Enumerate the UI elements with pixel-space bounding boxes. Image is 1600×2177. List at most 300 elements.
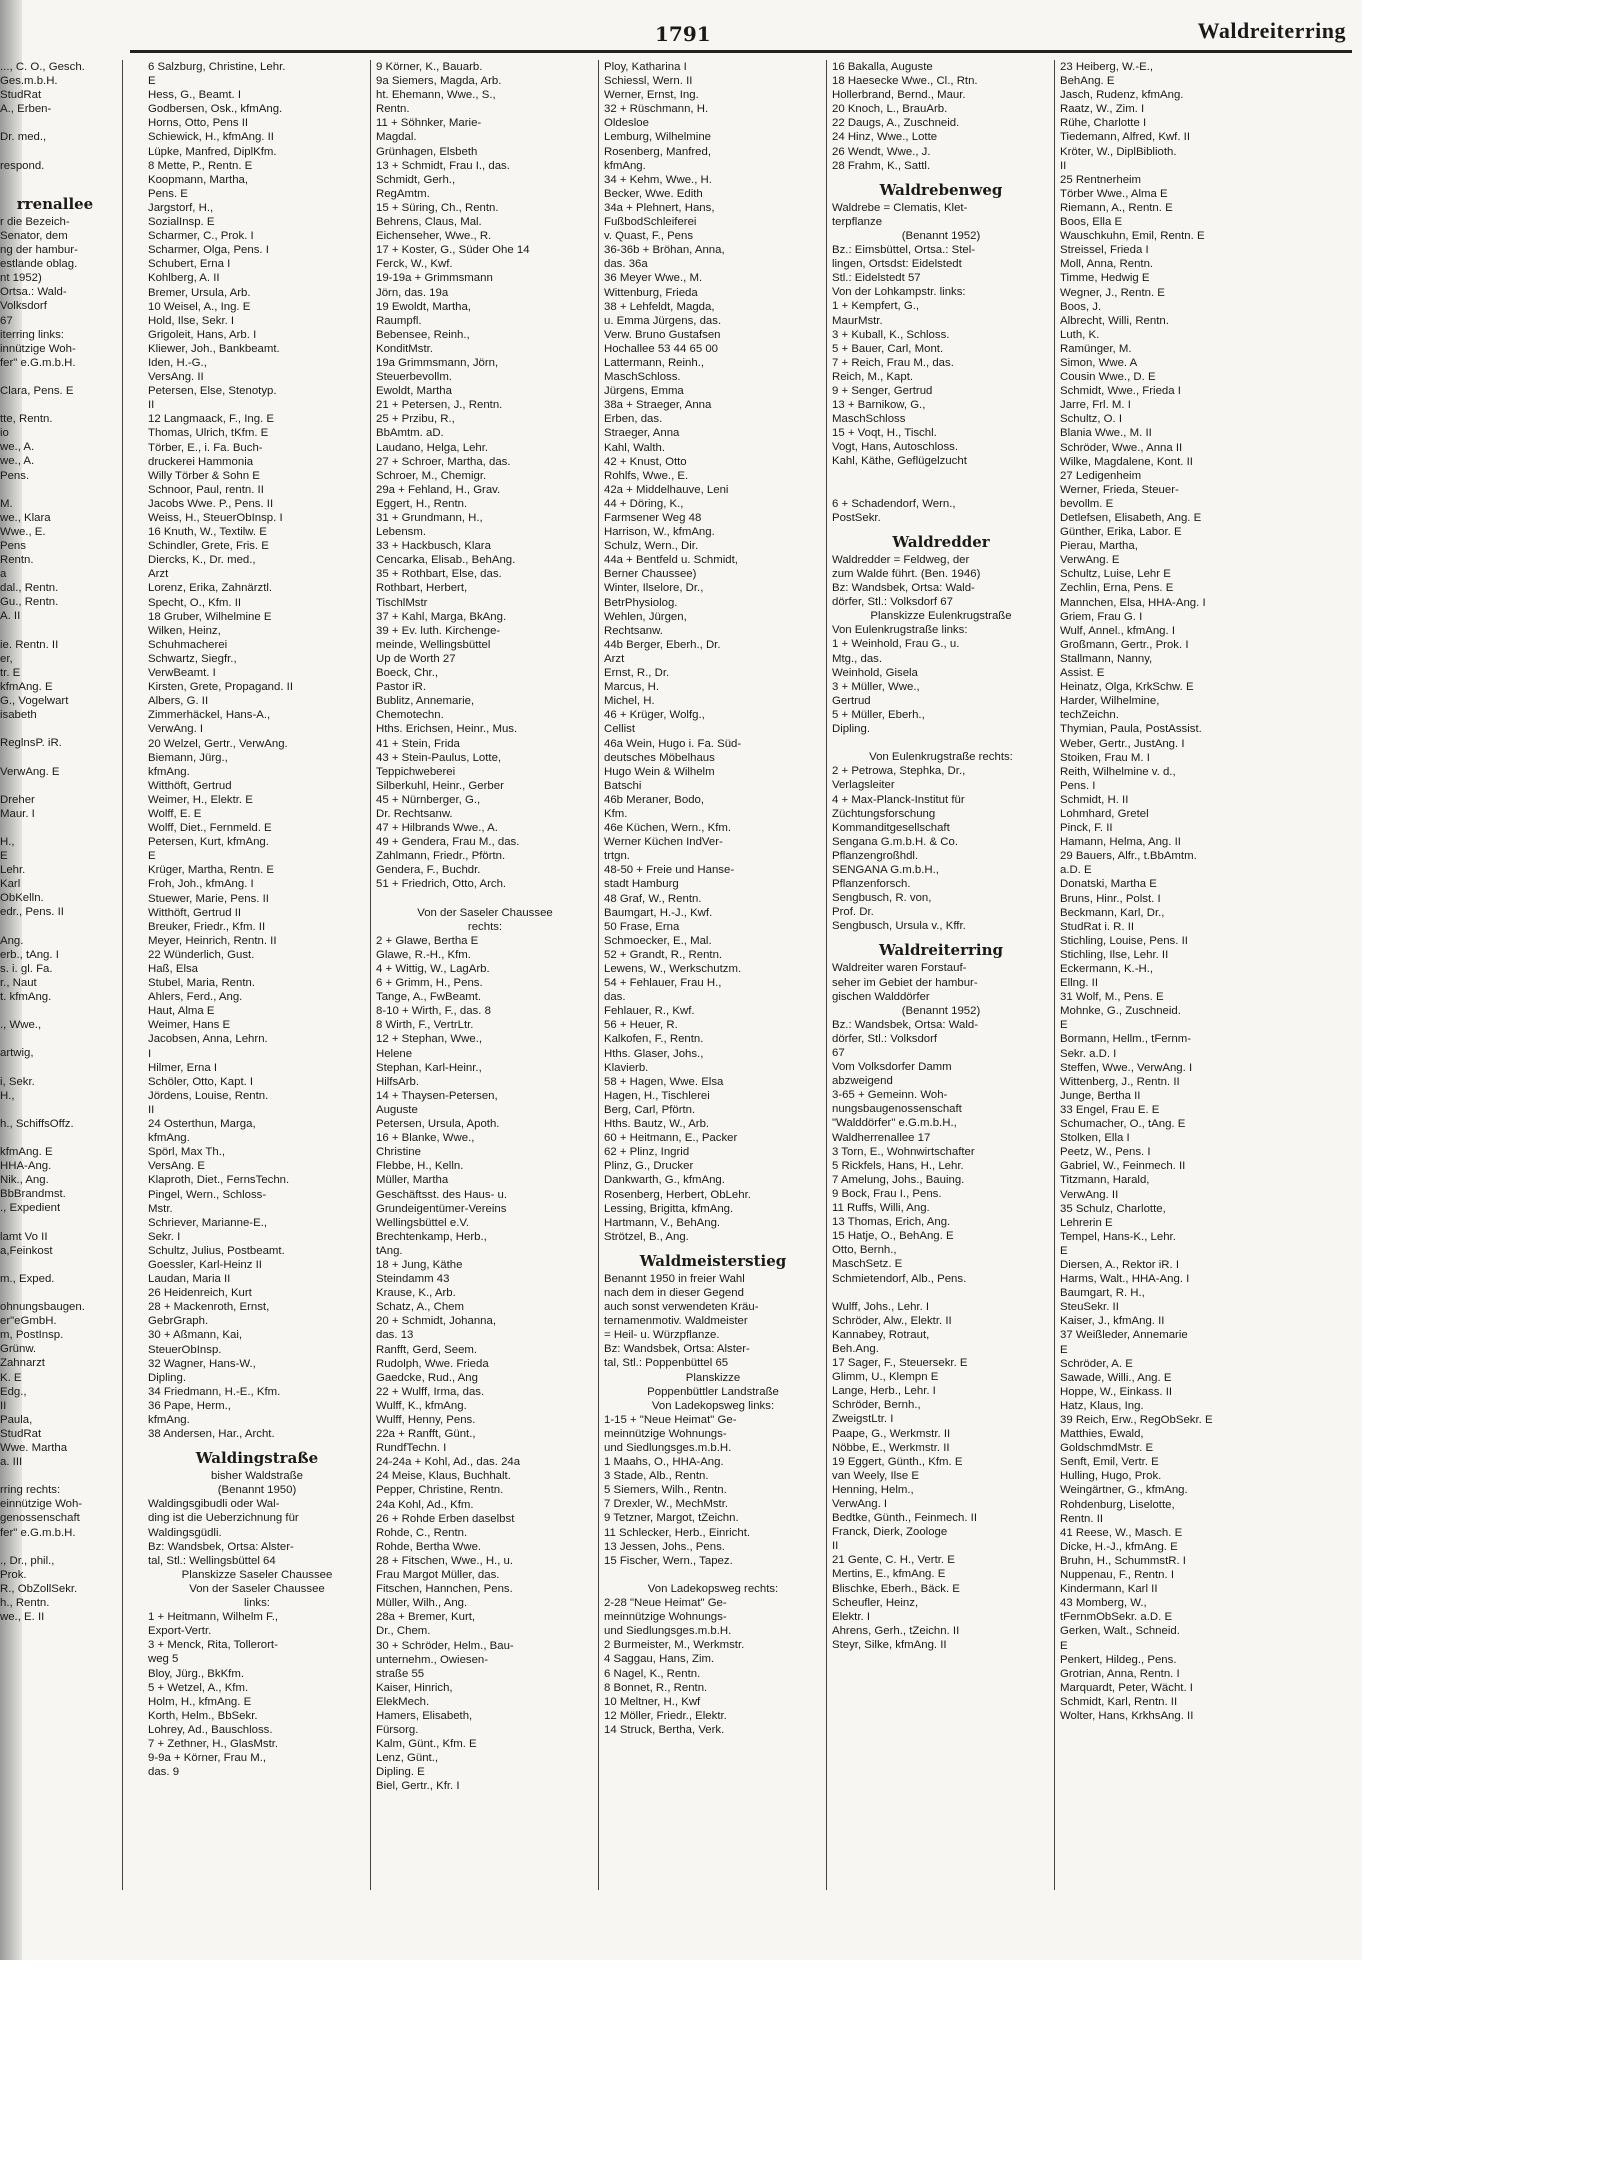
- directory-entry: abzweigend: [832, 1075, 893, 1088]
- directory-entry: Boos, J.: [1060, 300, 1102, 313]
- directory-entry: Hagen, H., Tischlerei: [604, 1089, 710, 1102]
- directory-entry: Lattermann, Reinh.,: [604, 356, 705, 369]
- directory-entry: Reich, M., Kapt.: [832, 370, 914, 383]
- directory-entry: 1 + Weinhold, Frau G., u.: [832, 638, 960, 651]
- directory-entry: Vogt, Hans, Autoschloss.: [832, 441, 959, 454]
- directory-entry: v. Quast, F., Pens: [604, 230, 694, 243]
- directory-entry: 58 + Hagen, Wwe. Elsa: [604, 1075, 724, 1088]
- directory-entry: u. Emma Jürgens, das.: [604, 314, 722, 327]
- directory-entry: Hess, G., Beamt. I: [148, 89, 242, 102]
- directory-entry: 26 Wendt, Wwe., J.: [832, 145, 931, 158]
- directory-entry: Hold, Ilse, Sekr. I: [148, 314, 235, 327]
- directory-entry: Schiessl, Wern. II: [604, 75, 693, 88]
- directory-entry: II: [148, 399, 155, 412]
- directory-entry: Waldreiter waren Forstauf-: [832, 962, 967, 975]
- directory-entry: Schmidt, Wwe., Frieda I: [1060, 385, 1181, 398]
- directory-entry: Schubert, Erna I: [148, 258, 231, 271]
- directory-entry: 18 + Jung, Käthe: [376, 1258, 463, 1271]
- directory-entry: [0, 145, 110, 159]
- directory-entry: H.,: [0, 1089, 15, 1102]
- directory-entry: Weimer, Hans E: [148, 1019, 231, 1032]
- directory-entry: 4 + Wittig, W., LagArb.: [376, 963, 490, 975]
- directory-entry: [0, 370, 110, 384]
- directory-entry: VersAng. II: [148, 371, 204, 384]
- directory-entry: 41 + Stein, Frida: [376, 737, 460, 750]
- directory-entry: Steuerbevollm.: [376, 371, 452, 384]
- directory-entry: RundfTechn. I: [376, 1442, 447, 1455]
- directory-entry: 20 + Schmidt, Johanna,: [376, 1315, 496, 1328]
- directory-entry: [0, 398, 110, 412]
- directory-entry: Stichling, Louise, Pens. II: [1060, 934, 1188, 947]
- directory-entry: E: [0, 850, 8, 863]
- directory-entry: 35 Schulz, Charlotte,: [1060, 1202, 1166, 1215]
- directory-entry: HHA-Ang.: [0, 1160, 52, 1173]
- directory-entry: 44 + Döring, K.,: [604, 497, 684, 510]
- directory-entry: ht. Ehemann, Wwe., S.,: [376, 89, 496, 102]
- directory-entry: 3 + Kuball, K., Schloss.: [832, 328, 950, 341]
- directory-entry: [0, 920, 110, 934]
- directory-entry: Diercks, K., Dr. med.,: [148, 554, 256, 567]
- directory-entry: Kaiser, J., kfmAng. II: [1060, 1315, 1165, 1328]
- directory-entry: 8-10 + Wirth, F., das. 8: [376, 1005, 491, 1018]
- directory-entry: VerwAng. I: [148, 723, 204, 736]
- directory-entry: Mtg., das.: [832, 652, 883, 665]
- directory-entry: kfmAng.: [148, 765, 190, 778]
- directory-entry: 9 + Senger, Gertrud: [832, 384, 933, 397]
- directory-entry: Bz.: Eimsbüttel, Ortsa.: Stel-: [832, 244, 976, 257]
- directory-entry: Dr. Rechtsanw.: [376, 807, 453, 820]
- directory-entry: Penkert, Hildeg., Pens.: [1060, 1653, 1177, 1666]
- directory-entry: Gabriel, W., Feinmech. II: [1060, 1160, 1186, 1173]
- directory-entry: Rühe, Charlotte I: [1060, 117, 1147, 130]
- directory-entry: Arzt: [148, 568, 169, 581]
- directory-entry: 46b Meraner, Bodo,: [604, 793, 705, 806]
- directory-entry: Baumgart, R. H.,: [1060, 1287, 1145, 1300]
- column-4: [832, 60, 1050, 1652]
- directory-entry: terpflanze: [832, 215, 883, 228]
- directory-entry: Timme, Hedwig E: [1060, 272, 1150, 285]
- directory-entry: Raatz, W., Zim. I: [1060, 103, 1145, 116]
- directory-entry: Stallmann, Nanny,: [1060, 652, 1153, 665]
- directory-entry: ElekMech.: [376, 1695, 430, 1708]
- street-heading: Waldrebenweg: [879, 180, 1003, 199]
- directory-entry: Winter, Ilselore, Dr.,: [604, 582, 704, 595]
- directory-entry: 15 Fischer, Wern., Tapez.: [604, 1554, 733, 1567]
- directory-entry: Biemann, Jürg.,: [148, 751, 228, 764]
- directory-entry: 8 Wirth, F., VertrLtr.: [376, 1019, 474, 1032]
- directory-entry: BetrPhysiolog.: [604, 596, 678, 609]
- directory-entry: 32 + Rüschmann, H.: [604, 103, 709, 116]
- directory-entry: VerwAng. E: [0, 765, 60, 778]
- directory-entry: Grotrian, Anna, Rentn. I: [1060, 1667, 1180, 1680]
- directory-entry: Hochallee 53 44 65 00: [604, 342, 718, 355]
- directory-entry: 45 + Nürnberger, G.,: [376, 793, 481, 806]
- directory-entry: ., Wwe.,: [0, 1019, 42, 1032]
- directory-entry: Thymian, Paula, PostAssist.: [1060, 723, 1202, 736]
- directory-entry: Wilke, Magdalene, Kont. II: [1060, 455, 1193, 468]
- directory-entry: [0, 1103, 110, 1117]
- directory-entry: Dreher: [0, 793, 35, 806]
- directory-entry: VerwAng. I: [832, 1498, 888, 1510]
- directory-entry: 28 + Mackenroth, Ernst,: [148, 1301, 270, 1314]
- directory-entry: HilfsArb.: [376, 1075, 420, 1088]
- directory-entry: Wittenberg, J., Rentn. II: [1060, 1075, 1180, 1088]
- directory-entry: 31 Wolf, M., Pens. E: [1060, 991, 1164, 1004]
- directory-entry: 1 Maahs, O., HHA-Ang.: [604, 1456, 724, 1469]
- directory-entry: Günther, Erika, Labor. E: [1060, 526, 1182, 539]
- directory-entry: [0, 1032, 110, 1046]
- header-rule: [130, 50, 1352, 53]
- directory-entry: Gu., Rentn.: [0, 596, 59, 609]
- directory-entry: gischen Walddörfer: [832, 990, 930, 1003]
- directory-entry: 38 Andersen, Har., Archt.: [148, 1428, 275, 1441]
- directory-entry: Tiedemann, Alfred, Kwf. II: [1060, 131, 1190, 144]
- directory-entry: Müller, Wilh., Ang.: [376, 1597, 468, 1610]
- directory-entry: 43 Momberg, W.,: [1060, 1597, 1147, 1610]
- directory-entry: Jargstorf, H.,: [148, 201, 214, 214]
- directory-entry: innützige Woh-: [0, 342, 76, 355]
- directory-entry: Mannchen, Elsa, HHA-Ang. I: [1060, 596, 1206, 609]
- directory-entry: Jasch, Rudenz, kfmAng.: [1060, 89, 1184, 102]
- column-divider: [1054, 60, 1055, 1890]
- directory-entry: Christine: [376, 1146, 421, 1159]
- directory-entry: [0, 1060, 110, 1074]
- directory-entry: we., A.: [0, 441, 35, 454]
- directory-entry: dal., Rentn.: [0, 582, 59, 595]
- directory-entry: 36 Pape, Herm.,: [148, 1399, 231, 1412]
- directory-entry: Biel, Gertr., Kfr. I: [376, 1780, 460, 1793]
- directory-entry: weg 5: [148, 1653, 179, 1666]
- directory-entry: Goessler, Karl-Heinz II: [148, 1258, 262, 1271]
- directory-entry: Verw. Bruno Gustafsen: [604, 328, 721, 341]
- directory-entry: unternehm., Owiesen-: [376, 1653, 489, 1666]
- directory-entry: Grigoleit, Hans, Arb. I: [148, 328, 257, 341]
- directory-entry: 37 + Kahl, Marga, BkAng.: [376, 610, 507, 623]
- directory-entry: Magdal.: [376, 131, 417, 144]
- directory-entry: 33 Engel, Frau E. E: [1060, 1103, 1160, 1116]
- directory-entry: 19 Eggert, Günth., Kfm. E: [832, 1455, 963, 1468]
- directory-entry: Jarre, Frl. M. I: [1060, 399, 1131, 412]
- directory-entry: Dankwarth, G., kfmAng.: [604, 1174, 725, 1187]
- directory-entry: 2-28 "Neue Heimat" Ge-: [604, 1597, 727, 1610]
- directory-entry: Kahl, Käthe, Geflügelzucht: [832, 455, 967, 468]
- directory-entry: [832, 1286, 1050, 1300]
- directory-entry: BehAng. E: [1060, 75, 1115, 88]
- directory-entry: Senator, dem: [0, 229, 68, 242]
- directory-entry: Kaiser, Hinrich,: [376, 1681, 453, 1694]
- directory-entry: 28a + Bremer, Kurt,: [376, 1611, 476, 1624]
- directory-entry: lamt Vo II: [0, 1230, 48, 1243]
- directory-entry: meinnützige Wohnungs-: [604, 1611, 727, 1624]
- directory-entry: 37 Weißleder, Annemarie: [1060, 1329, 1188, 1342]
- directory-entry: Holm, H., kfmAng. E: [148, 1695, 252, 1708]
- directory-entry: kfmAng. E: [0, 1146, 53, 1159]
- directory-entry: 24 Meise, Klaus, Buchhalt.: [376, 1470, 511, 1483]
- directory-entry: Sengbusch, Ursula v., Kffr.: [832, 920, 966, 933]
- directory-entry: Boeck, Chr.,: [376, 667, 439, 680]
- directory-entry: VersAng. E: [148, 1160, 205, 1173]
- directory-entry: Kliewer, Joh., Bankbeamt.: [148, 342, 280, 355]
- directory-entry: Assist. E: [1060, 667, 1105, 680]
- directory-entry: 8 Mette, P., Rentn. E: [148, 159, 253, 172]
- directory-entry: 47 + Hilbrands Wwe., A.: [376, 822, 498, 835]
- directory-entry: 67: [0, 314, 13, 327]
- directory-entry: erb., tAng. I: [0, 948, 59, 961]
- directory-entry: 38 + Lehfeldt, Magda,: [604, 300, 715, 313]
- column-0: [0, 60, 110, 1624]
- directory-entry: Scheufler, Heinz,: [832, 1596, 919, 1609]
- directory-entry: Blania Wwe., M. II: [1060, 427, 1152, 440]
- directory-entry: Kfm.: [604, 807, 628, 820]
- directory-entry: Titzmann, Harald,: [1060, 1174, 1150, 1187]
- directory-entry: Bebensee, Reinh.,: [376, 328, 470, 341]
- directory-entry: 48 Graf, W., Rentn.: [604, 892, 702, 905]
- directory-entry: Dicke, H.-J., kfmAng. E: [1060, 1540, 1178, 1553]
- directory-entry: seher im Gebiet der hambur-: [832, 976, 978, 989]
- directory-entry: ., Expedient: [0, 1202, 61, 1215]
- directory-entry: 41 Reese, W., Masch. E: [1060, 1526, 1183, 1539]
- section-note: (Benannt 1950): [217, 1484, 297, 1497]
- directory-entry: Zahlmann, Friedr., Pförtn.: [376, 850, 506, 863]
- directory-entry: Schröder, A. E: [1060, 1357, 1133, 1370]
- directory-entry: II: [832, 1540, 839, 1553]
- directory-entry: 51 + Friedrich, Otto, Arch.: [376, 878, 507, 891]
- directory-entry: 46e Küchen, Wern., Kfm.: [604, 822, 732, 835]
- street-heading: Waldingstraße: [195, 1449, 319, 1468]
- directory-entry: Schriever, Marianne-E.,: [148, 1216, 268, 1229]
- directory-entry: 18 Haesecke Wwe., Cl., Rtn.: [832, 75, 978, 88]
- directory-entry: SteuerObInsp.: [148, 1343, 222, 1356]
- directory-entry: 9 Körner, K., Bauarb.: [376, 61, 483, 73]
- directory-entry: 30 + Schröder, Helm., Bau-: [376, 1639, 514, 1652]
- page-number: 1791: [655, 22, 711, 46]
- directory-entry: Cousin Wwe., D. E: [1060, 371, 1156, 384]
- directory-entry: Boos, Ella E: [1060, 216, 1123, 229]
- directory-entry: 12 + Stephan, Wwe.,: [376, 1033, 483, 1046]
- directory-entry: kfmAng. E: [0, 680, 53, 693]
- directory-entry: Simon, Wwe. A: [1060, 356, 1138, 369]
- directory-entry: Bloy, Jürg., BkKfm.: [148, 1667, 245, 1680]
- directory-entry: Matthies, Ewald,: [1060, 1428, 1144, 1441]
- directory-entry: 27 + Schroer, Martha, das.: [376, 455, 511, 468]
- directory-entry: Volksdorf: [0, 300, 47, 313]
- directory-entry: 67: [832, 1047, 845, 1059]
- directory-entry: Flebbe, H., Kelln.: [376, 1160, 464, 1173]
- directory-entry: Weimer, H., Elektr. E: [148, 793, 253, 806]
- directory-entry: VerwBeamt. I: [148, 667, 216, 680]
- directory-entry: Diersen, A., Rektor iR. I: [1060, 1258, 1180, 1271]
- directory-entry: 9-9a + Körner, Frau M.,: [148, 1752, 267, 1765]
- directory-entry: 5 + Wetzel, A., Kfm.: [148, 1681, 249, 1694]
- directory-entry: 13 Thomas, Erich, Ang.: [832, 1216, 951, 1229]
- directory-entry: 2 + Petrowa, Stephka, Dr.,: [832, 765, 966, 778]
- directory-entry: Wellingsbüttel e.V.: [376, 1216, 470, 1229]
- directory-entry: Becker, Wwe. Edith: [604, 187, 703, 200]
- column-divider: [370, 60, 371, 1890]
- directory-entry: 5 Rickfels, Hans, H., Lehr.: [832, 1159, 964, 1172]
- directory-entry: t. kfmAng.: [0, 991, 52, 1003]
- directory-entry: Fürsorg.: [376, 1724, 419, 1737]
- directory-entry: Klaproth, Diet., FernsTechn.: [148, 1174, 290, 1187]
- directory-entry: Godbersen, Osk., kfmAng.: [148, 103, 283, 116]
- directory-entry: [376, 892, 594, 906]
- directory-entry: Harder, Wilhelmine,: [1060, 695, 1160, 708]
- directory-entry: II: [1060, 159, 1067, 172]
- directory-entry: tFernmObSekr. a.D. E: [1060, 1611, 1173, 1624]
- directory-entry: Eggert, H., Rentn.: [376, 497, 468, 510]
- directory-entry: Hoppe, W., Einkass. II: [1060, 1385, 1173, 1398]
- directory-entry: Hatz, Klaus, Ing.: [1060, 1399, 1144, 1412]
- directory-entry: das. 36a: [604, 258, 648, 271]
- directory-entry: Baumgart, H.-J., Kwf.: [604, 906, 713, 919]
- directory-entry: das. 13: [376, 1329, 414, 1342]
- directory-entry: 15 + Voqt, H., Tischl.: [832, 427, 937, 440]
- street-heading: rrenallee: [16, 194, 94, 213]
- directory-entry: Cellist: [604, 723, 636, 736]
- directory-entry: Hugo Wein & Wilhelm: [604, 765, 715, 778]
- directory-entry: a.D. E: [1060, 864, 1092, 877]
- directory-entry: Elektr. I: [832, 1610, 870, 1623]
- directory-entry: 7 Drexler, W., MechMstr.: [604, 1498, 729, 1511]
- directory-entry: 44b Berger, Eberh., Dr.: [604, 638, 721, 651]
- directory-entry: K. E: [0, 1371, 22, 1384]
- directory-entry: 10 Meltner, H., Kwf: [604, 1695, 701, 1708]
- directory-entry: estlande oblag.: [0, 258, 78, 271]
- directory-entry: Pinck, F. II: [1060, 822, 1113, 835]
- directory-entry: Rosenberg, Manfred,: [604, 145, 712, 158]
- directory-entry: Zechlin, Erna, Pens. E: [1060, 582, 1174, 595]
- directory-entry: Spörl, Max Th.,: [148, 1146, 226, 1159]
- directory-entry: 44a + Bentfeld u. Schmidt,: [604, 554, 738, 567]
- directory-entry: Paape, G., Werkmstr. II: [832, 1427, 951, 1440]
- directory-entry: Hilmer, Erna I: [148, 1061, 217, 1074]
- directory-entry: Rohde, Bertha Wwe.: [376, 1540, 482, 1553]
- directory-entry: E: [1060, 1244, 1068, 1257]
- directory-entry: Eichenseher, Wwe., R.: [376, 230, 492, 243]
- section-note: Von der Saseler Chaussee: [189, 1582, 325, 1595]
- directory-entry: Mohnke, G., Zuschneid.: [1060, 1005, 1181, 1018]
- directory-entry: Junge, Bertha II: [1060, 1089, 1141, 1102]
- directory-entry: Detlefsen, Elisabeth, Ang. E: [1060, 512, 1202, 524]
- directory-entry: Schultz, O. I: [1060, 413, 1123, 426]
- directory-entry: Schmoecker, E., Mal.: [604, 934, 712, 947]
- directory-entry: Waldherrenallee 17: [832, 1131, 931, 1144]
- section-note: links:: [244, 1597, 270, 1610]
- directory-entry: Nik., Ang.: [0, 1174, 49, 1187]
- directory-entry: Albers, G. II: [148, 695, 209, 708]
- directory-entry: das. 9: [148, 1766, 180, 1779]
- directory-entry: [0, 173, 110, 187]
- directory-entry: 6 + Schadendorf, Wern.,: [832, 497, 956, 510]
- directory-entry: Schröder, Alw., Elektr. II: [832, 1314, 952, 1327]
- directory-entry: Rudolph, Wwe. Frieda: [376, 1357, 489, 1370]
- directory-entry: einnützige Woh-: [0, 1498, 83, 1511]
- directory-entry: Beh.Ang.: [832, 1342, 879, 1355]
- directory-entry: 21 Gente, C. H., Vertr. E: [832, 1554, 955, 1567]
- directory-entry: 60 + Heitmann, E., Packer: [604, 1132, 738, 1145]
- directory-entry: GoldschmdMstr. E: [1060, 1442, 1154, 1455]
- directory-entry: Strötzel, B., Ang.: [604, 1230, 689, 1243]
- directory-entry: Grünhagen, Elsbeth: [376, 145, 478, 158]
- directory-entry: Stephan, Karl-Heinr.,: [376, 1061, 482, 1074]
- directory-entry: Riemann, A., Rentn. E: [1060, 201, 1173, 214]
- directory-entry: Jacobsen, Anna, Lehrn.: [148, 1033, 268, 1046]
- directory-entry: Meyer, Heinrich, Rentn. II: [148, 934, 277, 947]
- directory-entry: 18 Gruber, Wilhelmine E: [148, 610, 272, 623]
- directory-entry: Blischke, Eberh., Bäck. E: [832, 1582, 960, 1595]
- directory-entry: Schindler, Grete, Fris. E: [148, 540, 269, 553]
- directory-entry: 32 Wagner, Hans-W.,: [148, 1357, 256, 1370]
- directory-entry: Rohlfs, Wwe., E.: [604, 469, 689, 482]
- directory-entry: Fehlauer, R., Kwf.: [604, 1005, 695, 1018]
- directory-entry: Schultz, Luise, Lehr E: [1060, 568, 1171, 581]
- directory-entry: 56 + Heuer, R.: [604, 1019, 678, 1032]
- directory-entry: auch sonst verwendeten Kräu-: [604, 1301, 759, 1314]
- directory-entry: [0, 116, 110, 130]
- directory-entry: 1-15 + "Neue Heimat" Ge-: [604, 1413, 737, 1426]
- directory-entry: 28 Frahm, K., Sattl.: [832, 159, 931, 172]
- directory-entry: 16 Bakalla, Auguste: [832, 61, 933, 73]
- directory-entry: Gendera, F., Buchdr.: [376, 864, 481, 877]
- directory-entry: 14 Struck, Bertha, Verk.: [604, 1723, 725, 1736]
- directory-entry: Fitschen, Hannchen, Pens.: [376, 1583, 513, 1596]
- directory-entry: Dipling. E: [376, 1766, 425, 1779]
- directory-entry: Silberkuhl, Heinr., Gerber: [376, 779, 504, 792]
- directory-entry: 22 Daugs, A., Zuschneid.: [832, 117, 960, 130]
- directory-entry: Prok.: [0, 1568, 27, 1581]
- directory-entry: 16 Knuth, W., Textilw. E: [148, 526, 267, 539]
- directory-entry: Stolken, Ella I: [1060, 1132, 1130, 1145]
- directory-entry: i, Sekr.: [0, 1075, 35, 1088]
- directory-entry: Törber Wwe., Alma E: [1060, 187, 1168, 200]
- directory-entry: 22a + Ranfft, Günt.,: [376, 1428, 476, 1441]
- directory-entry: 7 Amelung, Johs., Bauing.: [832, 1173, 965, 1186]
- directory-entry: Hths. Bautz, W., Arb.: [604, 1118, 710, 1131]
- directory-entry: 24a Kohl, Ad., Kfm.: [376, 1498, 474, 1511]
- directory-entry: 9a Siemers, Magda, Arb.: [376, 75, 502, 88]
- directory-entry: SENGANA G.m.b.H.,: [832, 863, 939, 876]
- directory-entry: E: [148, 850, 156, 863]
- directory-entry: stadt Hamburg: [604, 878, 679, 891]
- directory-entry: Hths. Glaser, Johs.,: [604, 1047, 704, 1060]
- directory-entry: Lehr.: [0, 864, 26, 877]
- directory-entry: SozialInsp. E: [148, 216, 215, 229]
- section-note: Planskizze Eulenkrugstraße: [870, 610, 1012, 623]
- directory-entry: Hamann, Helma, Ang. II: [1060, 836, 1181, 849]
- directory-entry: Glimm, U., Klempn E: [832, 1371, 939, 1384]
- directory-entry: Reith, Wilhelmine v. d.,: [1060, 765, 1176, 778]
- directory-entry: 5 + Bauer, Carl, Mont.: [832, 342, 944, 355]
- directory-entry: Scharmer, C., Prok. I: [148, 230, 254, 243]
- street-heading: Waldreiterring: [879, 941, 1003, 960]
- directory-entry: Pflanzenforsch.: [832, 878, 911, 891]
- directory-entry: Tempel, Hans-K., Lehr.: [1060, 1230, 1176, 1243]
- directory-entry: [832, 469, 1050, 483]
- directory-entry: Export-Vertr.: [148, 1625, 212, 1638]
- directory-entry: Albrecht, Willi, Rentn.: [1060, 314, 1169, 327]
- directory-entry: Senft, Emil, Vertr. E: [1060, 1456, 1159, 1469]
- directory-entry: Hulling, Hugo, Prok.: [1060, 1470, 1162, 1483]
- directory-entry: [0, 1004, 110, 1018]
- directory-entry: Schnoor, Paul, rentn. II: [148, 483, 264, 496]
- directory-entry: meinde, Wellingsbüttel: [376, 638, 491, 651]
- directory-entry: 19a Grimmsmann, Jörn,: [376, 356, 499, 369]
- directory-entry: 34a + Plehnert, Hans,: [604, 201, 715, 214]
- directory-entry: 46a Wein, Hugo i. Fa. Süd-: [604, 737, 742, 750]
- directory-entry: Ferck, W., Kwf.: [376, 258, 453, 271]
- directory-entry: Waldrebe = Clematis, Klet-: [832, 201, 968, 214]
- directory-entry: Wolff, E. E: [148, 807, 202, 820]
